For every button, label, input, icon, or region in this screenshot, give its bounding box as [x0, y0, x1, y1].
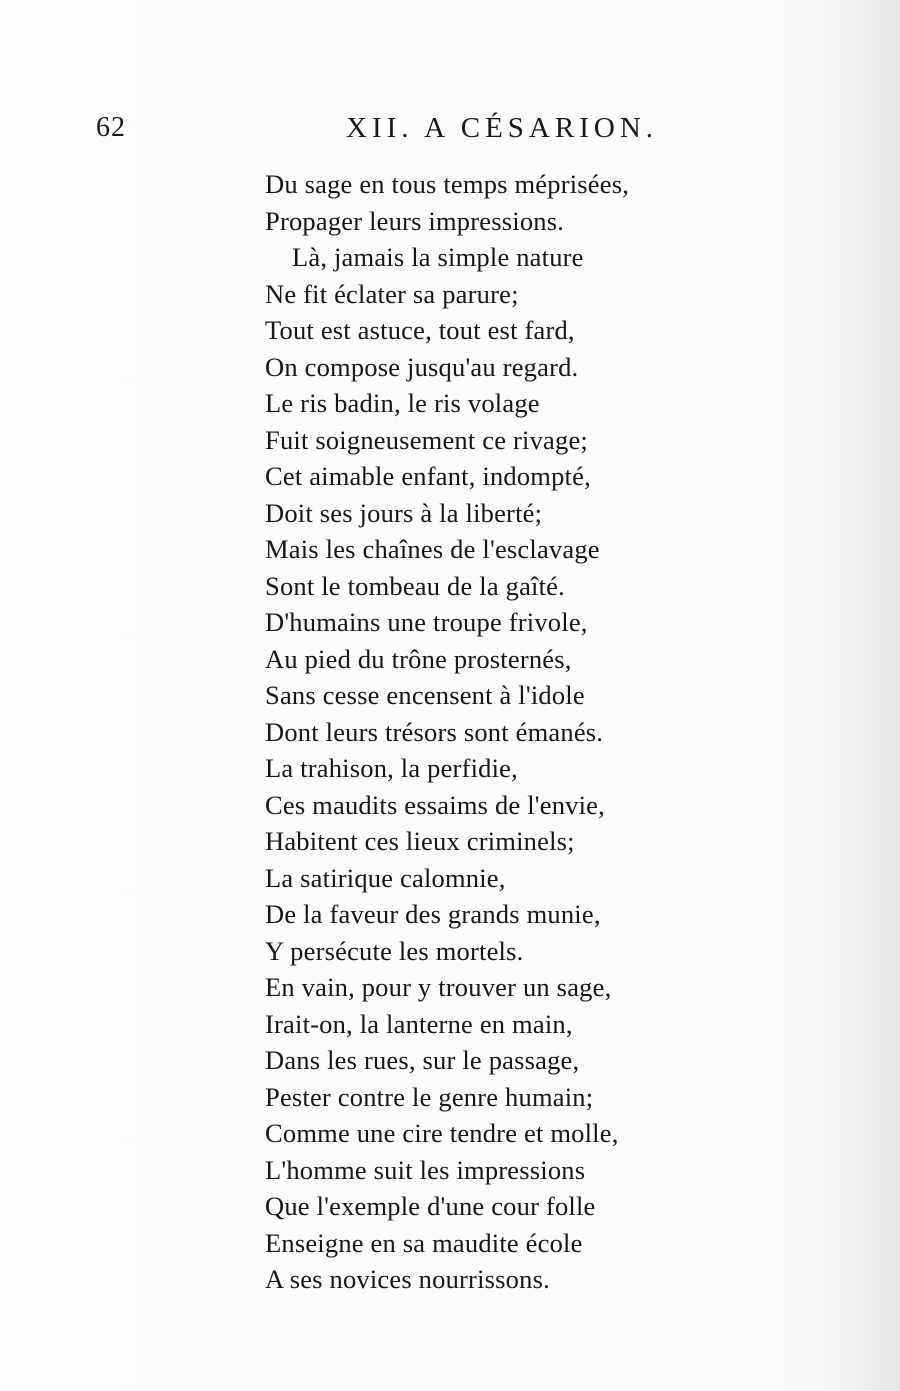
verse-line: Irait-on, la lanterne en main, [265, 1008, 573, 1039]
verse-line: Comme une cire tendre et molle, [265, 1118, 619, 1148]
verse-line: L'homme suit les impressions [265, 1154, 586, 1185]
verse-line: Dont leurs trésors sont émanés. [265, 716, 604, 747]
verse-line: Du sage en tous temps méprisées, [265, 169, 630, 199]
verse-line: Au pied du trône prosternés, [265, 643, 572, 674]
page-number: 62 [96, 112, 126, 143]
verse-line: Dans les rues, sur le passage, [265, 1045, 580, 1075]
verse-line: Ne fit éclater sa parure; [265, 278, 519, 309]
verse-line: La satirique calomnie, [265, 862, 506, 893]
page-header [0, 112, 900, 152]
verse-line: Enseigne en sa maudite école [265, 1227, 583, 1258]
verse-line: Là, jamais la simple nature [292, 242, 584, 272]
verse-line: A ses novices nourrissons. [265, 1264, 550, 1294]
verse-line: Ces maudits essaims de l'envie, [265, 789, 605, 820]
verse-line: Que l'exemple d'une cour folle [265, 1191, 596, 1221]
verse-line: Y persécute les mortels. [265, 935, 524, 966]
poem-body [265, 166, 629, 1298]
verse-line: En vain, pour y trouver un sage, [265, 972, 612, 1002]
verse-line: De la faveur des grands munie, [265, 899, 601, 929]
verse-line: La trahison, la perfidie, [265, 753, 518, 783]
verse-line: Tout est astuce, tout est fard, [265, 315, 575, 345]
verse-line: Fuit soigneusement ce rivage; [265, 424, 588, 455]
verse-line: Sont le tombeau de la gaîté. [265, 570, 565, 601]
verse-line: Mais les chaînes de l'esclavage [265, 534, 600, 564]
verse-line: Cet aimable enfant, indompté, [265, 461, 591, 491]
verse-line: Doit ses jours à la liberté; [265, 497, 543, 528]
verse-line: Pester contre le genre humain; [265, 1081, 594, 1112]
verse-line: Sans cesse encensent à l'idole [265, 680, 585, 710]
verse-line: On compose jusqu'au regard. [265, 351, 579, 382]
verse-line: Le ris badin, le ris volage [265, 388, 540, 418]
verse-line: Habitent ces lieux criminels; [265, 826, 575, 856]
verse-line: D'humains une troupe frivole, [265, 607, 588, 637]
verse-line: Propager leurs impressions. [265, 205, 565, 236]
running-title: XII. A CÉSARION. [346, 112, 659, 144]
